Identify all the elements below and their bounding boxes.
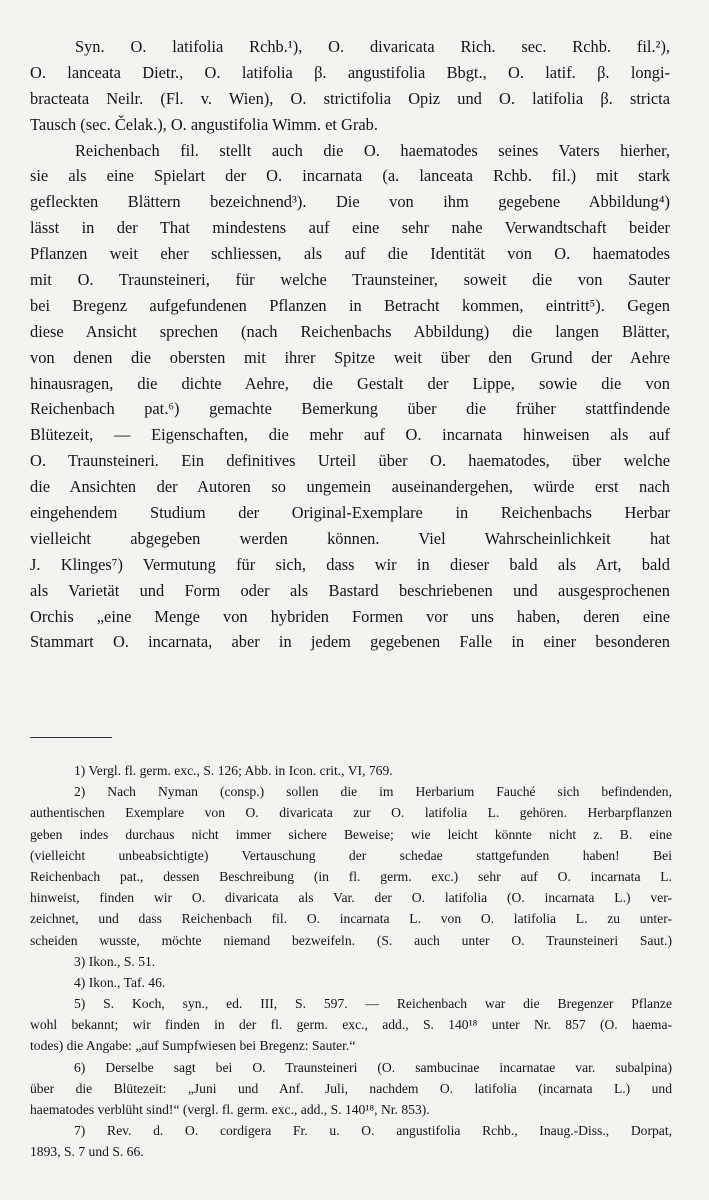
footnote-separator — [30, 737, 112, 738]
text-line: Stammart O. incarnata, aber in jedem gegebenen Falle in einer besonderen — [30, 632, 670, 652]
main-text — [30, 34, 670, 655]
footnotes — [30, 760, 672, 1163]
footnote-line: 1893, S. 7 und S. 66. — [30, 1144, 144, 1160]
text-line: bei Bregenz aufgefundenen Pflanzen in Betracht kommen, eintritt⁵). Gegen — [30, 295, 670, 315]
text-line: O. Traunsteineri. Ein definitives Urteil über O. haematodes, über welche — [30, 451, 670, 471]
text-line: vielleicht abgegeben werden können. Viel Wahrscheinlichkeit hat — [30, 528, 670, 548]
footnote-line: 4) Ikon., Taf. 46. — [74, 974, 166, 990]
footnote-line: (vielleicht unbeabsichtigte) Vertauschung der schedae stattgefunden haben! Bei — [30, 847, 672, 863]
text-line: Syn. O. latifolia Rchb.¹), O. divaricata Rich. sec. Rchb. fil.²), — [75, 37, 670, 56]
text-line: mit O. Traunsteineri, für welche Traunsteiner, soweit die von Sauter — [30, 270, 670, 290]
text-line: die Ansichten der Autoren so ungemein auseinandergehen, würde erst nach — [30, 477, 670, 497]
footnote-line: authentischen Exemplare von O. divaricata zur O. latifolia L. gehören. Herbarpflanzen — [30, 805, 672, 821]
text-line: Reichenbach pat.⁶) gemachte Bemerkung über die früher stattfindende — [30, 399, 670, 419]
footnote-line: über die Blütezeit: „Juni und Anf. Juli, nachdem O. latifolia (incarnata L.) und — [30, 1080, 672, 1096]
text-line: bracteata Neilr. (Fl. v. Wien), O. strictifolia Opiz und O. latifolia β. stricta — [30, 88, 670, 108]
footnote-line: 1) Vergl. fl. germ. exc., S. 126; Abb. in Icon. crit., VI, 769. — [74, 763, 393, 778]
footnote-line: wohl bekannt; wir finden in der fl. germ. exc., add., S. 140¹⁸ unter Nr. 857 (O. haema- — [30, 1017, 672, 1033]
text-line: Pflanzen weit eher schliessen, als auf die Identität von O. haematodes — [30, 244, 670, 264]
footnote-line: scheiden wusste, möchte niemand bezweifeln. (S. auch unter O. Traunsteineri Saut.) — [30, 932, 672, 948]
text-line: gefleckten Blättern bezeichnend³). Die von ihm gegebene Abbildung⁴) — [30, 192, 670, 212]
footnote-line: zeichnet, und dass Reichenbach fil. O. incarnata L. von O. latifolia L. zu unter- — [30, 911, 672, 927]
footnote-line: geben indes durchaus nicht immer sichere Beweise; wie leicht könnte nicht z. B. eine — [30, 826, 672, 842]
text-line: als Varietät und Form oder als Bastard beschriebenen und ausgesprochenen — [30, 580, 670, 600]
text-line: lässt in der That mindestens auf eine sehr nahe Verwandtschaft beider — [30, 218, 670, 238]
footnote-line: todes) die Angabe: „auf Sumpfwiesen bei Bregenz: Sauter.“ — [30, 1038, 356, 1054]
text-line: von denen die obersten mit ihrer Spitze weit über den Grund der Aehre — [30, 347, 670, 367]
footnote-line: 7) Rev. d. O. cordigera Fr. u. O. angustifolia Rchb., Inaug.-Diss., Dorpat, — [74, 1123, 672, 1139]
footnote-line: haematodes verblüht sind!“ (vergl. fl. germ. exc., add., S. 140¹⁸, Nr. 853). — [30, 1102, 430, 1117]
text-line: eingehendem Studium der Original-Exemplare in Reichenbachs Herbar — [30, 503, 670, 523]
text-line: Reichenbach fil. stellt auch die O. haematodes seines Vaters hierher, — [75, 140, 670, 160]
text-line: O. lanceata Dietr., O. latifolia β. angustifolia Bbgt., O. latif. β. longi- — [30, 62, 670, 82]
footnote-line: Reichenbach pat., dessen Beschreibung (in fl. germ. exc.) sehr auf O. incarnata L. — [30, 868, 672, 884]
text-line: Blütezeit, — Eigenschaften, die mehr auf O. incarnata hinweisen als auf — [30, 425, 670, 445]
footnote-line: 3) Ikon., S. 51. — [74, 953, 156, 969]
text-line: sie als eine Spielart der O. incarnata (a. lanceata Rchb. fil.) mit stark — [30, 166, 670, 186]
footnote-line: 6) Derselbe sagt bei O. Traunsteineri (O. sambucinae incarnatae var. subalpina) — [74, 1059, 672, 1075]
text-line: J. Klinges⁷) Vermutung für sich, dass wir in dieser bald als Art, bald — [30, 554, 670, 574]
footnote-line: 5) S. Koch, syn., ed. III, S. 597. — Reichenbach war die Bregenzer Pflanze — [74, 996, 672, 1012]
footnote-line: hinweist, finden wir O. divaricata als Var. der O. latifolia (O. incarnata L.) ver- — [30, 890, 672, 906]
text-line: diese Ansicht sprechen (nach Reichenbachs Abbildung) die langen Blätter, — [30, 321, 670, 341]
text-line: Tausch (sec. Čelak.), O. angustifolia Wimm. et Grab. — [30, 114, 378, 134]
footnote-line: 2) Nach Nyman (consp.) sollen die im Herbarium Fauché sich befindenden, — [74, 784, 672, 800]
text-line: hinausragen, die dichte Aehre, die Gestalt der Lippe, sowie die von — [30, 373, 670, 393]
text-line: Orchis „eine Menge von hybriden Formen vor uns haben, deren eine — [30, 606, 670, 626]
